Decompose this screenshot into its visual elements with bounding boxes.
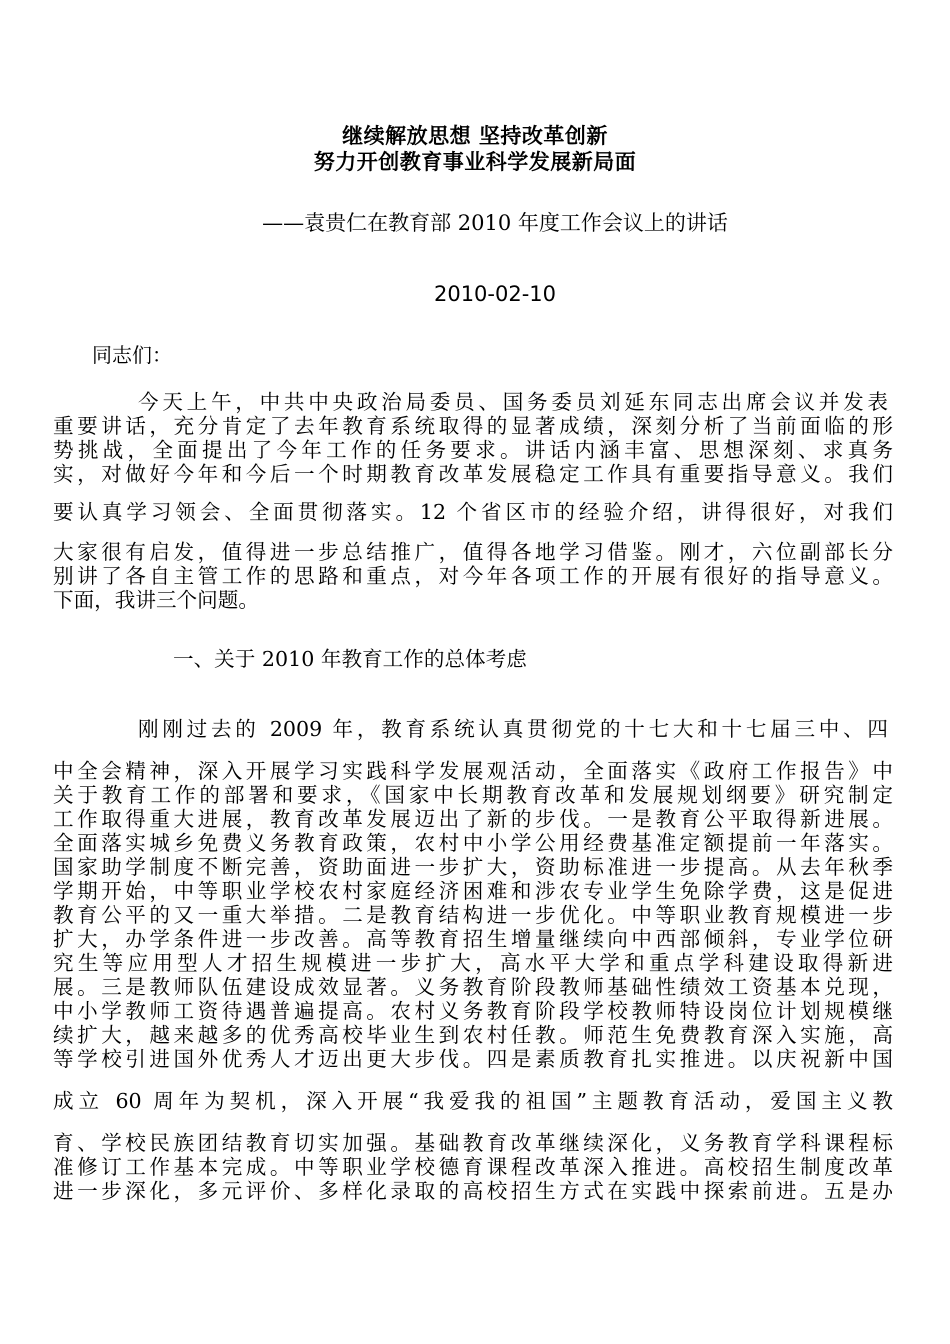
paragraph-2-line: 进一步深化，多元评价、多样化录取的高校招生方式在实践中探索前进。五是办 — [53, 1179, 893, 1203]
paragraph-2-line: 学期开始，中等职业学校农村家庭经济困难和涉农专业学生免除学费，这是促进 — [53, 879, 893, 903]
paragraph-2-line: 中小学教师工资待遇普遍提高。农村义务教育阶段学校教师特设岗位计划规模继 — [53, 999, 893, 1023]
paragraph-2-line: 工作取得重大进展，教育改革发展迈出了新的步伐。一是教育公平取得新进展。 — [53, 807, 893, 831]
paragraph-2-line: 国家助学制度不断完善，资助面进一步扩大，资助标准进一步提高。从去年秋季 — [53, 855, 893, 879]
section-heading: 一、关于 2010 年教育工作的总体考虑 — [173, 647, 527, 671]
paragraph-2-line: 育、学校民族团结教育切实加强。基础教育改革继续深化，义务教育学科课程标 — [53, 1131, 893, 1155]
document-subtitle: ——袁贵仁在教育部 2010 年度工作会议上的讲话 — [262, 211, 728, 235]
paragraph-2-line: 教育公平的又一重大举措。二是教育结构进一步优化。中等职业教育规模进一步 — [53, 903, 893, 927]
paragraph-2-line: 展。三是教师队伍建设成效显著。义务教育阶段教师基础性绩效工资基本兑现， — [53, 975, 893, 999]
paragraph-1-line: 别讲了各自主管工作的思路和重点，对今年各项工作的开展有很好的指导意义。 — [53, 564, 893, 588]
paragraph-2-line: 续扩大，越来越多的优秀高校毕业生到农村任教。师范生免费教育深入实施，高 — [53, 1023, 893, 1047]
document-title-line-2: 努力开创教育事业科学发展新局面 — [313, 150, 637, 174]
paragraph-1-line: 今天上午，中共中央政治局委员、国务委员刘延东同志出席会议并发表 — [138, 390, 888, 414]
paragraph-2-line: 全面落实城乡免费义务教育政策，农村中小学公用经费基准定额提前一年落实。 — [53, 831, 893, 855]
paragraph-2-line: 刚刚过去的 2009 年，教育系统认真贯彻党的十七大和十七届三中、四 — [138, 717, 888, 741]
paragraph-1-line: 势挑战，全面提出了今年工作的任务要求。讲话内涵丰富、思想深刻、求真务 — [53, 438, 893, 462]
paragraph-1-line: 重要讲话，充分肯定了去年教育系统取得的显著成绩，深刻分析了当前面临的形 — [53, 414, 893, 438]
paragraph-2-line: 等学校引进国外优秀人才迈出更大步伐。四是素质教育扎实推进。以庆祝新中国 — [53, 1047, 893, 1071]
paragraph-2-line: 关于教育工作的部署和要求，《国家中长期教育改革和发展规划纲要》研究制定 — [53, 783, 893, 807]
paragraph-1-line: 实，对做好今年和今后一个时期教育改革发展稳定工作具有重要指导意义。我们 — [53, 462, 893, 486]
paragraph-2-line: 准修订工作基本完成。中等职业学校德育课程改革深入推进。高校招生制度改革 — [53, 1155, 893, 1179]
paragraph-2-line: 扩大，办学条件进一步改善。高等教育招生增量继续向中西部倾斜，专业学位研 — [53, 927, 893, 951]
document-date: 2010-02-10 — [433, 282, 557, 306]
paragraph-2-line: 中全会精神，深入开展学习实践科学发展观活动，全面落实《政府工作报告》中 — [53, 759, 893, 783]
paragraph-1-line: 大家很有启发，值得进一步总结推广，值得各地学习借鉴。刚才，六位副部长分 — [53, 540, 893, 564]
paragraph-1-line: 要认真学习领会、全面贯彻落实。12 个省区市的经验介绍，讲得很好，对我们 — [53, 500, 893, 524]
paragraph-2-line: 究生等应用型人才招生规模进一步扩大，高水平大学和重点学科建设取得新进 — [53, 951, 893, 975]
paragraph-2-line: 成立 60 周年为契机，深入开展“我爱我的祖国”主题教育活动，爱国主义教 — [53, 1089, 893, 1113]
document-title-line-1: 继续解放思想 坚持改革创新 — [342, 124, 608, 148]
paragraph-1-line: 下面，我讲三个问题。 — [53, 588, 259, 612]
greeting: 同志们： — [92, 343, 172, 367]
